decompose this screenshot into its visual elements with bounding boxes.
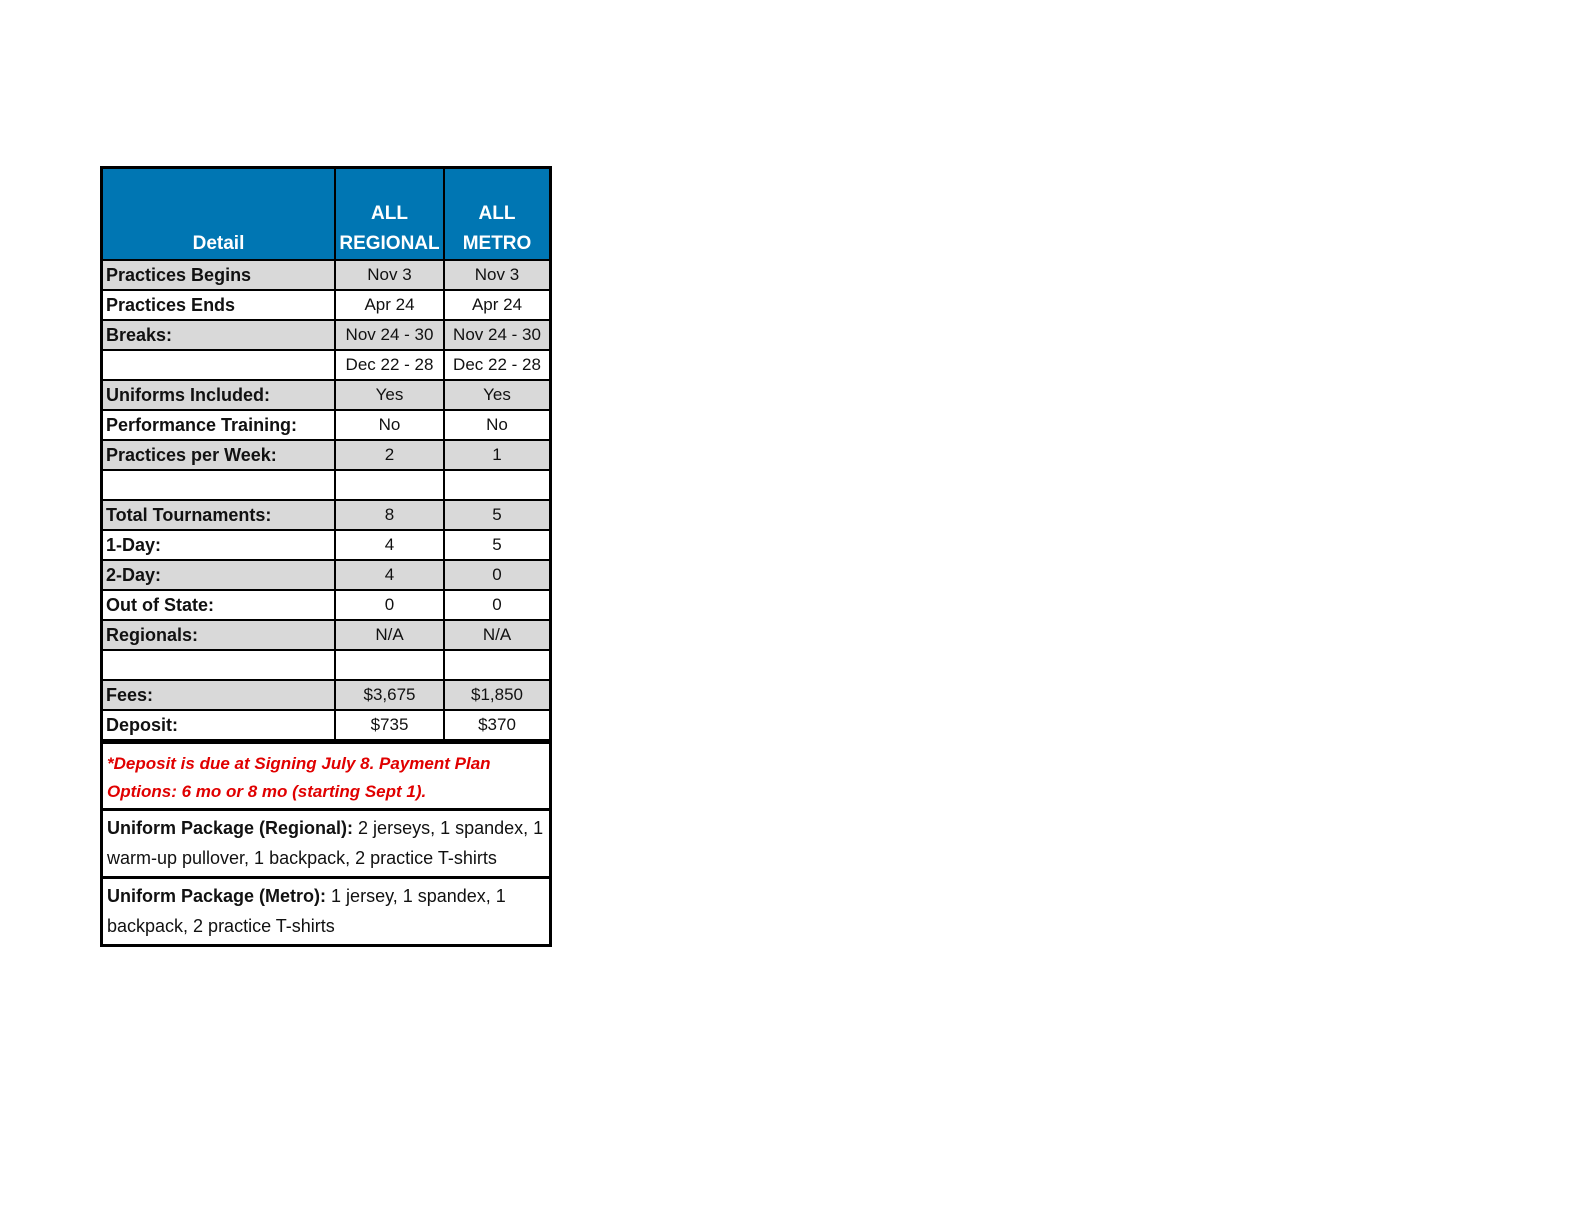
uniform-package-regional-text: 2 jerseys, 1 spandex, 1 warm-up pullover, 1 backpack, 2 practice T-shirts bbox=[107, 818, 544, 868]
header-detail-label: Detail bbox=[192, 233, 245, 254]
table-row bbox=[103, 560, 549, 590]
row-value-regional: Nov 3 bbox=[335, 260, 444, 290]
row-value-metro: 0 bbox=[444, 560, 549, 590]
row-label: Total Tournaments: bbox=[103, 500, 335, 530]
row-label: Regionals: bbox=[103, 620, 335, 650]
uniform-package-metro-text: 1 jersey, 1 spandex, 1 backpack, 2 practice T-shirts bbox=[107, 886, 506, 936]
table-row bbox=[103, 680, 549, 710]
row-value-regional bbox=[335, 650, 444, 680]
header-row bbox=[103, 169, 549, 260]
row-label bbox=[103, 350, 335, 380]
table-row bbox=[103, 440, 549, 470]
row-value-regional: Apr 24 bbox=[335, 290, 444, 320]
row-value-regional: 2 bbox=[335, 440, 444, 470]
row-value-metro: Nov 3 bbox=[444, 260, 549, 290]
uniform-package-metro-title: Uniform Package (Metro): bbox=[107, 886, 327, 906]
row-label: Performance Training: bbox=[103, 410, 335, 440]
table-row bbox=[103, 650, 549, 680]
row-value-metro bbox=[444, 470, 549, 500]
row-value-regional: 0 bbox=[335, 590, 444, 620]
row-value-regional: 8 bbox=[335, 500, 444, 530]
row-value-regional bbox=[335, 470, 444, 500]
table-row bbox=[103, 530, 549, 560]
header-metro-line2: METRO bbox=[462, 233, 532, 254]
row-label: Practices per Week: bbox=[103, 440, 335, 470]
header-all-regional bbox=[335, 169, 444, 260]
row-label: Deposit: bbox=[103, 710, 335, 740]
table-row bbox=[103, 350, 549, 380]
row-value-metro: $1,850 bbox=[444, 680, 549, 710]
row-value-metro: Dec 22 - 28 bbox=[444, 350, 549, 380]
row-value-regional: Dec 22 - 28 bbox=[335, 350, 444, 380]
row-label: Out of State: bbox=[103, 590, 335, 620]
row-label: Practices Ends bbox=[103, 290, 335, 320]
row-value-metro bbox=[444, 650, 549, 680]
row-label: 2-Day: bbox=[103, 560, 335, 590]
program-comparison-sheet bbox=[100, 166, 552, 947]
uniform-package-regional-title: Uniform Package (Regional): bbox=[107, 818, 354, 838]
program-comparison-table bbox=[103, 169, 549, 741]
table-row bbox=[103, 320, 549, 350]
row-label bbox=[103, 650, 335, 680]
header-metro-line1: ALL bbox=[478, 203, 516, 224]
row-value-metro: 0 bbox=[444, 590, 549, 620]
table-body bbox=[103, 260, 549, 740]
table-row bbox=[103, 620, 549, 650]
table-row bbox=[103, 710, 549, 740]
row-label: Practices Begins bbox=[103, 260, 335, 290]
row-value-regional: Yes bbox=[335, 380, 444, 410]
table-row bbox=[103, 590, 549, 620]
row-value-regional: $3,675 bbox=[335, 680, 444, 710]
row-value-metro: Apr 24 bbox=[444, 290, 549, 320]
table-row bbox=[103, 380, 549, 410]
row-value-metro: 5 bbox=[444, 530, 549, 560]
row-value-regional: No bbox=[335, 410, 444, 440]
header-detail bbox=[103, 169, 335, 260]
row-value-regional: $735 bbox=[335, 710, 444, 740]
row-label: 1-Day: bbox=[103, 530, 335, 560]
table-row bbox=[103, 260, 549, 290]
header-regional-line1: ALL bbox=[371, 203, 408, 224]
deposit-note: *Deposit is due at Signing July 8. Payment Plan Options: 6 mo or 8 mo (starting Sept 1). bbox=[103, 741, 549, 808]
row-value-regional: 4 bbox=[335, 560, 444, 590]
row-value-metro: 5 bbox=[444, 500, 549, 530]
row-label: Fees: bbox=[103, 680, 335, 710]
row-value-metro: Nov 24 - 30 bbox=[444, 320, 549, 350]
row-value-metro: No bbox=[444, 410, 549, 440]
table-row bbox=[103, 410, 549, 440]
row-label bbox=[103, 470, 335, 500]
header-all-metro bbox=[444, 169, 549, 260]
row-value-metro: Yes bbox=[444, 380, 549, 410]
table-row bbox=[103, 470, 549, 500]
row-value-metro: N/A bbox=[444, 620, 549, 650]
row-label: Uniforms Included: bbox=[103, 380, 335, 410]
uniform-package-regional bbox=[103, 808, 549, 876]
header-regional-line2: REGIONAL bbox=[339, 233, 440, 254]
row-value-regional: N/A bbox=[335, 620, 444, 650]
table-row bbox=[103, 500, 549, 530]
row-value-regional: 4 bbox=[335, 530, 444, 560]
row-value-metro: $370 bbox=[444, 710, 549, 740]
row-value-metro: 1 bbox=[444, 440, 549, 470]
table-row bbox=[103, 290, 549, 320]
row-label: Breaks: bbox=[103, 320, 335, 350]
row-value-regional: Nov 24 - 30 bbox=[335, 320, 444, 350]
uniform-package-metro bbox=[103, 876, 549, 944]
